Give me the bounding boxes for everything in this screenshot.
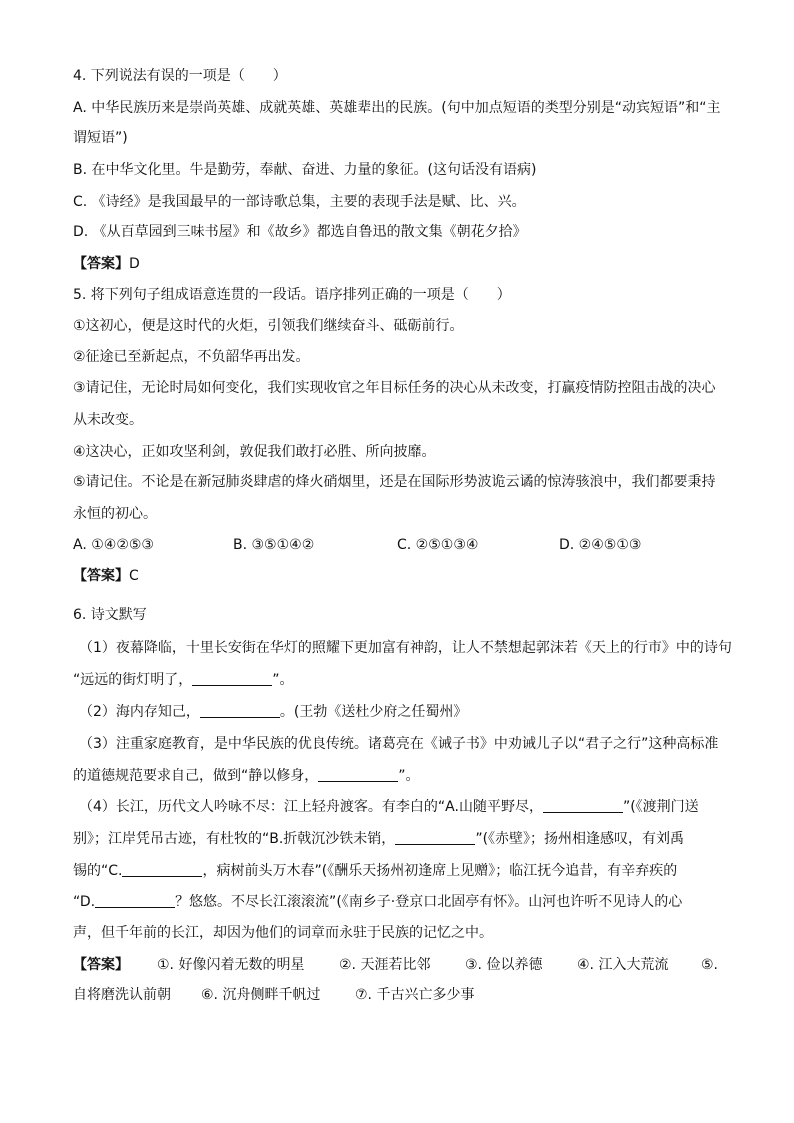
q4-option-a-line2: 谓短语”) bbox=[73, 130, 128, 146]
q6-part4-text-b-end: ”(《赤壁》；扬州相逢感叹，有刘禹 bbox=[475, 831, 685, 847]
q5-stem: 5. 将下列句子组成语意连贯的一段话。语序排列正确的一项是（ ） bbox=[73, 287, 511, 303]
q6-part4-text-c-end: ，病树前头万木春”(《酬乐天扬州初逢席上见赠》；临江抚今追昔，有辛弃疾的 bbox=[202, 863, 678, 879]
q6-part3-text-end: ”。 bbox=[398, 768, 420, 784]
q6-answer-2: ②. 天涯若比邻 bbox=[339, 957, 431, 973]
q5-sentence-4: ④这决心，正如攻坚利剑，敦促我们敢打必胜、所向披靡。 bbox=[73, 444, 436, 460]
q6-answer-7: ⑦. 千古兴亡多少事 bbox=[355, 987, 475, 1003]
q6-answer-label: 【答案】 bbox=[73, 957, 129, 973]
q6-answer-5-mark: ⑤. bbox=[701, 957, 719, 973]
q4-option-b: B. 在中华文化里。牛是勤劳，奉献、奋进、力量的象征。(这句话没有语病) bbox=[73, 162, 537, 178]
q5-sentence-1: ①这初心，便是这时代的火炬，引领我们继续奋斗、砥砺前行。 bbox=[73, 318, 464, 334]
q6-part4-text-b: 别》；江岸凭吊古迹，有杜牧的“B.折戟沉沙铁未销， bbox=[73, 831, 396, 847]
q4-answer-label: 【答案】 bbox=[73, 256, 129, 272]
q6-part4-text-d: “D. bbox=[73, 894, 96, 910]
q6-part1-text: “远远的街灯明了， bbox=[73, 672, 193, 688]
q6-part4-text-d-end: ？悠悠。不尽长江滚滚流”(《南乡子·登京口北固亭有怀》。山河也许听不见诗人的心 bbox=[175, 894, 683, 910]
q6-part1-text-end: ”。 bbox=[272, 672, 294, 688]
q6-part2 bbox=[79, 702, 739, 722]
q6-stem: 6. 诗文默写 bbox=[73, 607, 147, 623]
blank-line bbox=[200, 703, 280, 718]
q5-sentence-5-line2: 永恒的初心。 bbox=[73, 506, 157, 522]
q5-sentence-3-line1: ③请记住，无论时局如何变化，我们实现收官之年目标任务的决心从未改变，打赢疫情防控阻击战的决心 bbox=[73, 380, 716, 396]
q6-part3-line1: （3）注重家庭教育，是中华民族的优良传统。诸葛亮在《诫子书》中劝诫儿子以“君子之行”这种高标准 bbox=[79, 736, 719, 752]
q6-part4-text-a: （4）长江，历代文人吟咏不尽：江上轻舟渡客。有李白的“A.山随平野尽， bbox=[79, 799, 543, 815]
q6-answer-5: 自将磨洗认前朝 bbox=[73, 987, 171, 1003]
blank-line bbox=[95, 893, 175, 908]
blank-line bbox=[122, 862, 202, 877]
q6-part1-line2 bbox=[73, 670, 733, 690]
q5-answer-value: C bbox=[129, 568, 139, 584]
q6-part2-text: （2）海内存知己， bbox=[79, 704, 200, 720]
q5-sentence-5-line1: ⑤请记住。不论是在新冠肺炎肆虐的烽火硝烟里，还是在国际形势波诡云谲的惊涛骇浪中，我们都要秉持 bbox=[73, 474, 716, 490]
q6-answer-4: ④. 江入大荒流 bbox=[577, 957, 669, 973]
q5-answer-label: 【答案】 bbox=[73, 568, 129, 584]
q6-answer-3: ③. 俭以养德 bbox=[465, 957, 543, 973]
q5-option-c: C. ②⑤①③④ bbox=[397, 537, 479, 553]
q6-part3-line2 bbox=[73, 766, 733, 786]
q6-part4-line4 bbox=[73, 892, 733, 912]
q5-sentence-2: ②征途已至新起点，不负韶华再出发。 bbox=[73, 349, 310, 365]
q5-sentence-3-line2: 从未改变。 bbox=[73, 412, 143, 428]
q6-part4-line5: 声，但千年前的长江，却因为他们的词章而永驻于民族的记忆之中。 bbox=[73, 925, 493, 941]
q6-part4-line1 bbox=[79, 797, 739, 817]
q5-option-a: A. ①④②⑤③ bbox=[73, 537, 154, 553]
blank-line bbox=[318, 767, 398, 782]
q6-part4-line2 bbox=[73, 829, 733, 849]
q6-part4-text-c: 锡的“C. bbox=[73, 863, 123, 879]
q6-part4-line3 bbox=[73, 861, 733, 881]
q4-option-c: C. 《诗经》是我国最早的一部诗歌总集，主要的表现手法是赋、比、兴。 bbox=[73, 194, 526, 210]
q4-stem: 4. 下列说法有误的一项是（ ） bbox=[73, 68, 287, 84]
q5-option-b: B. ③⑤①④② bbox=[233, 537, 315, 553]
q5-answer bbox=[73, 566, 733, 586]
q4-answer bbox=[73, 254, 733, 274]
q6-answer-6: ⑥. 沉舟侧畔千帆过 bbox=[201, 987, 321, 1003]
q6-answer-1: ①. 好像闪着无数的明星 bbox=[157, 957, 305, 973]
blank-line bbox=[192, 671, 272, 686]
q6-part4-text-a-end: ”(《渡荆门送 bbox=[622, 799, 699, 815]
q4-answer-value: D bbox=[129, 256, 140, 272]
q5-option-d: D. ②④⑤①③ bbox=[559, 537, 642, 553]
q6-part2-text-end: 。(王勃《送杜少府之任蜀州》 bbox=[279, 704, 468, 720]
blank-line bbox=[395, 830, 475, 845]
q4-option-d: D. 《从百草园到三味书屋》和《故乡》都选自鲁迅的散文集《朝花夕拾》 bbox=[73, 224, 527, 240]
q4-option-a-line1: A. 中华民族历来是崇尚英雄、成就英雄、英雄辈出的民族。(句中加点短语的类型分别是“动宾短语”和“主 bbox=[73, 100, 721, 116]
q6-part1-line1: （1）夜幕降临，十里长安街在华灯的照耀下更加富有神韵，让人不禁想起郭沫若《天上的行市》中的诗句 bbox=[79, 640, 732, 656]
blank-line bbox=[543, 798, 623, 813]
q6-part3-text: 的道德规范要求自己，做到“静以修身， bbox=[73, 768, 319, 784]
